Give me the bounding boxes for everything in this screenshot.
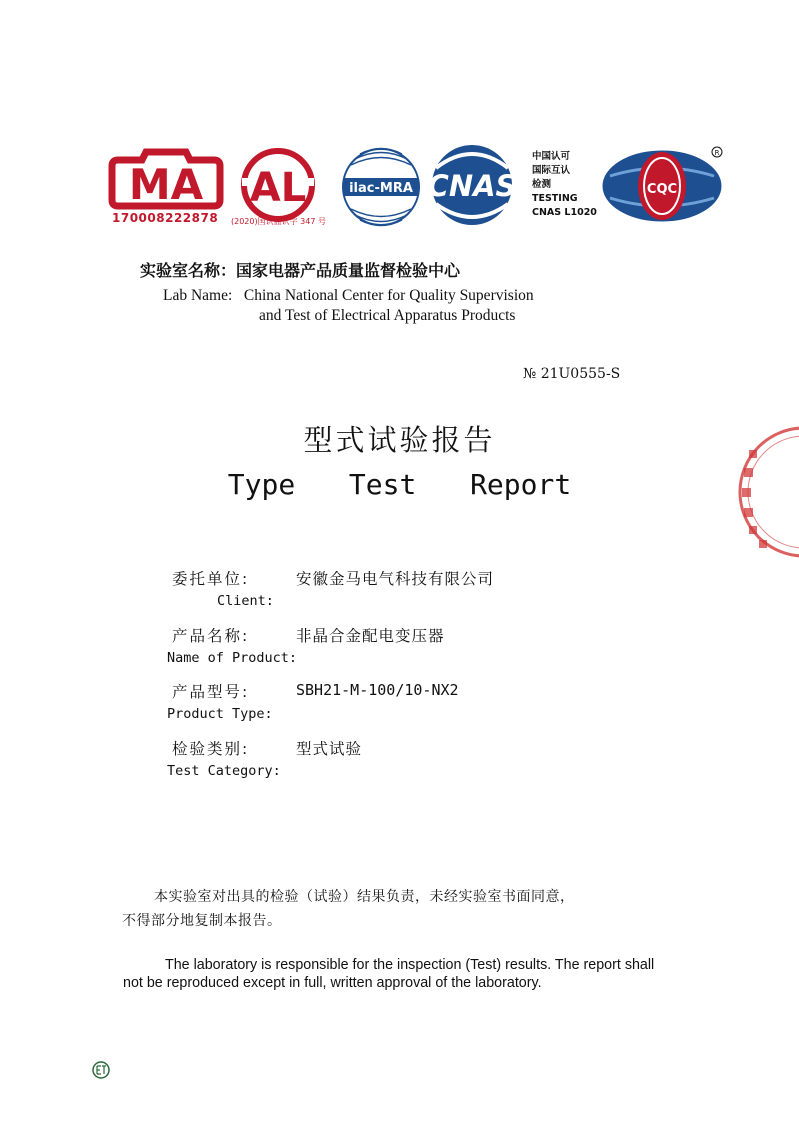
test-category-label-cn: 检验类别: xyxy=(172,740,250,758)
notice-en xyxy=(123,956,654,992)
product-name-value: 非晶合金配电变压器 xyxy=(296,627,445,645)
cnas-line: TESTING xyxy=(532,193,578,204)
cnas-line: 中国认可 xyxy=(532,151,571,162)
cnas-logo xyxy=(428,145,517,225)
notice-cn xyxy=(122,885,575,933)
ma-number: 170008222878 xyxy=(112,211,219,225)
report-number: № 21U0555-S xyxy=(523,366,621,382)
product-type-label-cn: 产品型号: xyxy=(172,683,250,701)
cnas-line: 检测 xyxy=(532,179,552,190)
cnas-accreditation-text xyxy=(532,150,597,220)
cnas-logo-text: CNAS xyxy=(427,169,517,203)
report-title-cn: 型式试验报告 xyxy=(303,423,496,457)
cal-logo xyxy=(242,151,314,219)
notice-cn-line1: 本实验室对出具的检验（试验）结果负责，未经实验室书面同意， xyxy=(154,889,575,905)
svg-text:R: R xyxy=(714,149,720,157)
notice-en-line2: not be reproduced except in full, written approval of the laboratory. xyxy=(123,975,542,991)
client-label-cn: 委托单位: xyxy=(172,570,250,588)
red-seal-stamp xyxy=(719,420,799,570)
product-name-label-cn: 产品名称: xyxy=(172,627,250,645)
test-category-value: 型式试验 xyxy=(296,740,363,758)
notice-en-line1: The laboratory is responsible for the inspection (Test) results. The report shall xyxy=(165,957,655,973)
cqc-logo-text: CQC xyxy=(646,182,678,197)
lab-name-en-line2: and Test of Electrical Apparatus Products xyxy=(259,307,516,324)
lab-name-cn: 实验室名称：国家电器产品质量监督检验中心 xyxy=(140,261,461,280)
footer-mark-icon xyxy=(91,1060,111,1080)
product-name-label-en: Name of Product: xyxy=(167,650,298,666)
ma-logo-text: MA xyxy=(128,160,204,209)
cqc-logo xyxy=(602,147,722,222)
certification-logos xyxy=(0,0,799,240)
client-label-en: Client: xyxy=(217,593,274,609)
ilac-mra-logo xyxy=(343,149,419,226)
cal-number: (2020)国认监认字 347 号 xyxy=(231,217,326,226)
cnas-line: 国际互认 xyxy=(532,165,571,176)
cma-logo xyxy=(112,152,220,209)
cal-logo-text: AL xyxy=(249,165,307,211)
product-type-value: SBH21-M-100/10-NX2 xyxy=(296,681,459,699)
ilac-logo-text: ilac-MRA xyxy=(349,181,413,196)
cnas-line: CNAS L1020 xyxy=(532,207,597,218)
notice-cn-line2: 不得部分地复制本报告。 xyxy=(122,913,282,929)
lab-name-en-line1: Lab Name: China National Center for Quality Supervision xyxy=(163,287,534,304)
report-title-en: Type Test Report xyxy=(227,468,572,501)
test-category-label-en: Test Category: xyxy=(167,763,281,779)
client-value: 安徽金马电气科技有限公司 xyxy=(296,570,495,588)
product-type-label-en: Product Type: xyxy=(167,706,273,722)
